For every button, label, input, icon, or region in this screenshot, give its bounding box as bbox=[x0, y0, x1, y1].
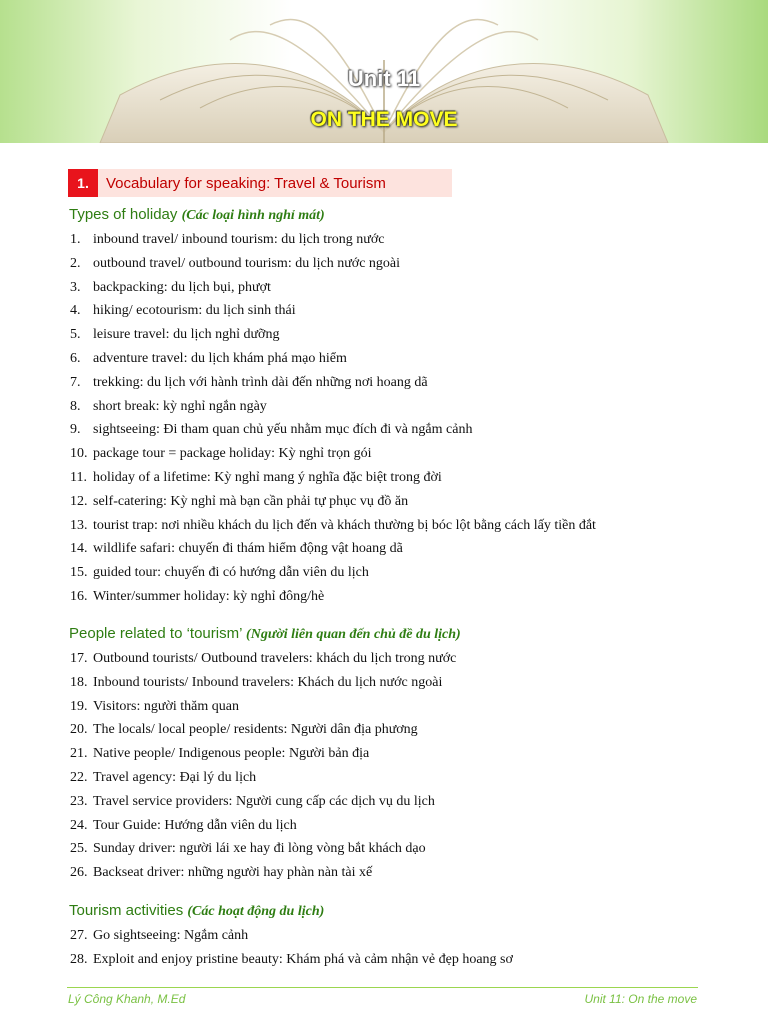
item-number: 1. bbox=[70, 232, 81, 247]
vocabulary-item bbox=[70, 232, 384, 248]
vocabulary-item bbox=[70, 280, 271, 296]
item-number: 27. bbox=[70, 928, 88, 943]
item-text: self-catering: Kỳ nghỉ mà bạn cần phải tự phục vụ đồ ăn bbox=[93, 493, 409, 509]
section-number: 1. bbox=[68, 169, 98, 197]
unit-title: ON THE MOVE bbox=[310, 108, 458, 131]
item-number: 8. bbox=[70, 398, 81, 414]
unit-number: Unit 11 bbox=[347, 66, 421, 91]
item-text: Go sightseeing: Ngắm cảnh bbox=[93, 928, 249, 943]
item-number: 28. bbox=[70, 951, 88, 967]
item-text: adventure travel: du lịch khám phá mạo hiểm bbox=[93, 351, 347, 366]
vocabulary-item bbox=[70, 541, 403, 557]
item-number: 15. bbox=[70, 565, 88, 581]
vocabulary-item bbox=[70, 256, 400, 272]
vocabulary-item bbox=[70, 699, 239, 715]
vocabulary-item bbox=[70, 928, 248, 944]
item-number: 26. bbox=[70, 865, 88, 881]
vocabulary-item bbox=[70, 351, 347, 367]
section-heading bbox=[68, 169, 452, 197]
vocabulary-item bbox=[70, 494, 408, 510]
item-text: trekking: du lịch với hành trình dài đến những nơi hoang dã bbox=[93, 374, 428, 390]
item-text: hiking/ ecotourism: du lịch sinh thái bbox=[93, 303, 296, 319]
item-number: 9. bbox=[70, 422, 81, 438]
item-number: 10. bbox=[70, 446, 88, 462]
item-text: Backseat driver: những người hay phàn nàn tài xế bbox=[93, 865, 373, 881]
item-text: sightseeing: Đi tham quan chủ yếu nhằm mục đích đi và ngắm cảnh bbox=[93, 422, 473, 438]
vocabulary-item bbox=[70, 746, 369, 762]
category-title: Tourism activities bbox=[69, 902, 184, 919]
vocabulary-item bbox=[70, 565, 369, 581]
item-text: Inbound tourists/ Inbound travelers: Khách du lịch nước ngoài bbox=[93, 674, 443, 690]
vocabulary-item bbox=[70, 770, 256, 786]
category-title-vi: (Các loại hình nghỉ mát) bbox=[181, 208, 325, 223]
footer-divider bbox=[67, 987, 698, 988]
vocabulary-item bbox=[70, 865, 372, 881]
item-text: inbound travel/ inbound tourism: du lịch trong nước bbox=[93, 232, 385, 247]
item-number: 21. bbox=[70, 746, 88, 762]
vocabulary-item bbox=[70, 327, 279, 343]
item-number: 23. bbox=[70, 793, 88, 809]
category-title-vi: (Người liên quan đến chủ đề du lịch) bbox=[246, 627, 461, 642]
item-number: 13. bbox=[70, 517, 88, 533]
item-text: Native people/ Indigenous people: Người bản địa bbox=[93, 746, 370, 762]
item-text: package tour = package holiday: Kỳ nghỉ trọn gói bbox=[93, 446, 372, 462]
vocabulary-item bbox=[70, 841, 426, 857]
vocabulary-item bbox=[70, 446, 371, 462]
item-text: Tour Guide: Hướng dẫn viên du lịch bbox=[93, 817, 297, 833]
vocabulary-item bbox=[70, 675, 442, 691]
item-text: Winter/summer holiday: kỳ nghỉ đông/hè bbox=[93, 589, 325, 604]
item-number: 16. bbox=[70, 589, 88, 604]
category-title: Types of holiday bbox=[69, 206, 178, 223]
footer-unit-prefix: Unit 11: bbox=[584, 992, 625, 1006]
item-text: Exploit and enjoy pristine beauty: Khám phá và cảm nhận vẻ đẹp hoang sơ bbox=[93, 951, 513, 967]
category-heading bbox=[69, 902, 324, 920]
item-number: 4. bbox=[70, 303, 81, 319]
item-number: 20. bbox=[70, 722, 88, 738]
item-number: 11. bbox=[70, 470, 87, 485]
item-text: backpacking: du lịch bụi, phượt bbox=[93, 279, 271, 295]
vocabulary-item bbox=[70, 470, 442, 486]
vocabulary-item bbox=[70, 722, 418, 738]
item-text: wildlife safari: chuyến đi thám hiểm động vật hoang dã bbox=[93, 541, 403, 557]
item-number: 14. bbox=[70, 541, 88, 557]
item-number: 7. bbox=[70, 374, 81, 390]
item-text: Outbound tourists/ Outbound travelers: khách du lịch trong nước bbox=[93, 651, 457, 666]
footer-unit bbox=[584, 992, 697, 1006]
vocabulary-item bbox=[70, 303, 296, 319]
item-text: holiday of a lifetime: Kỳ nghỉ mang ý nghĩa đặc biệt trong đời bbox=[93, 470, 442, 485]
item-number: 18. bbox=[70, 674, 88, 690]
item-number: 25. bbox=[70, 841, 88, 857]
item-text: short break: kỳ nghỉ ngắn ngày bbox=[93, 398, 267, 414]
vocabulary-item bbox=[70, 818, 297, 834]
vocabulary-item bbox=[70, 651, 456, 667]
vocabulary-item bbox=[70, 375, 428, 391]
vocabulary-item bbox=[70, 422, 472, 438]
item-number: 12. bbox=[70, 493, 88, 509]
item-number: 22. bbox=[70, 770, 88, 785]
item-number: 17. bbox=[70, 651, 88, 666]
item-text: tourist trap: nơi nhiều khách du lịch đến và khách thường bị bóc lột bằng cách lấy tiền đắt bbox=[93, 517, 596, 533]
item-text: leisure travel: du lịch nghỉ dưỡng bbox=[93, 327, 280, 343]
category-title-vi: (Các hoạt động du lịch) bbox=[187, 904, 325, 919]
item-number: 3. bbox=[70, 279, 81, 295]
item-number: 19. bbox=[70, 698, 88, 714]
item-number: 5. bbox=[70, 327, 81, 343]
category-heading bbox=[69, 206, 325, 224]
item-text: Sunday driver: người lái xe hay đi lòng vòng bắt khách dạo bbox=[93, 841, 426, 857]
vocabulary-item bbox=[70, 399, 267, 415]
footer-unit-name: On the move bbox=[628, 992, 697, 1006]
category-title: People related to ‘tourism’ bbox=[69, 625, 242, 642]
header-banner bbox=[0, 0, 768, 143]
item-text: Travel service providers: Người cung cấp các dịch vụ du lịch bbox=[93, 793, 435, 809]
item-number: 2. bbox=[70, 255, 81, 271]
footer-author: Lý Công Khanh, M.Ed bbox=[68, 992, 186, 1006]
item-text: Visitors: người thăm quan bbox=[93, 698, 239, 714]
category-heading bbox=[69, 625, 461, 643]
vocabulary-item bbox=[70, 952, 513, 968]
item-text: guided tour: chuyến đi có hướng dẫn viên du lịch bbox=[93, 565, 369, 581]
section-title: Vocabulary for speaking: Travel & Tourism bbox=[106, 174, 386, 192]
item-text: Travel agency: Đại lý du lịch bbox=[93, 770, 257, 785]
vocabulary-item bbox=[70, 794, 435, 810]
item-number: 24. bbox=[70, 817, 88, 833]
item-text: outbound travel/ outbound tourism: du lịch nước ngoài bbox=[93, 255, 401, 271]
item-text: The locals/ local people/ residents: Người dân địa phương bbox=[93, 722, 418, 738]
vocabulary-item bbox=[70, 518, 596, 534]
item-number: 6. bbox=[70, 351, 81, 366]
vocabulary-item bbox=[70, 589, 324, 605]
